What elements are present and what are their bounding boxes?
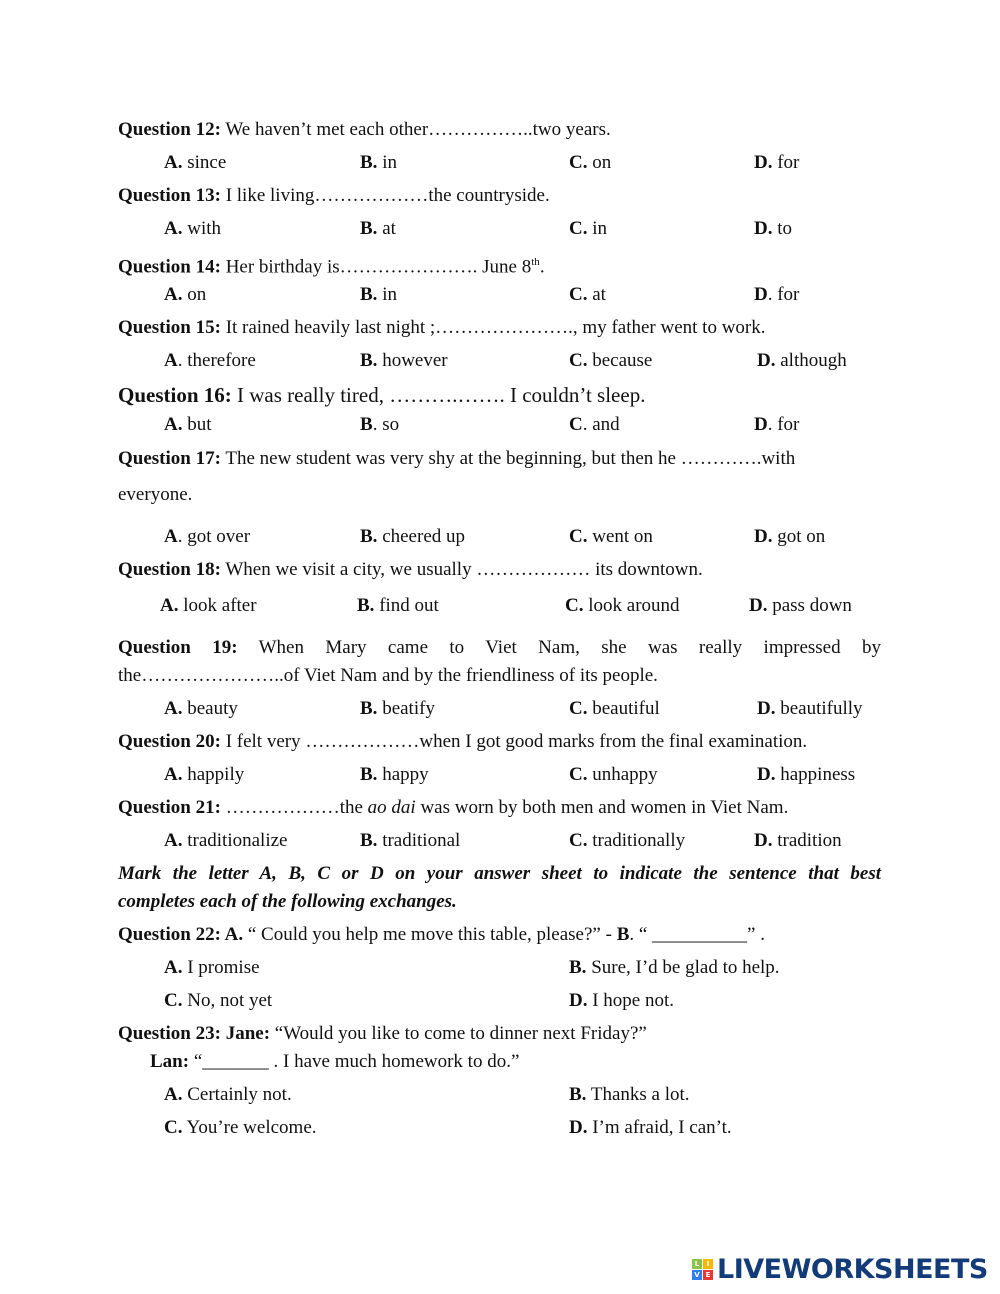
- answer-option[interactable]: [360, 526, 465, 548]
- option-text: however: [377, 350, 448, 371]
- option-letter: B.: [360, 152, 378, 173]
- question-label: Question 22:: [118, 924, 221, 945]
- option-letter: C.: [164, 1117, 183, 1138]
- answer-option[interactable]: [569, 284, 606, 306]
- option-text: since: [182, 152, 227, 173]
- question-text: Her birthday is…………………. June 8: [220, 256, 532, 278]
- answer-option[interactable]: [569, 218, 607, 240]
- question-label: Question 20:: [118, 731, 221, 752]
- option-text: to: [772, 218, 793, 239]
- option-text: . so: [372, 414, 400, 435]
- answer-option[interactable]: [164, 698, 238, 720]
- question-stem: [118, 1023, 647, 1045]
- instruction-text: completes each of the following exchanges.: [118, 891, 457, 912]
- question-text-end: . “ __________” .: [629, 924, 765, 945]
- question-text: When we visit a city, we usually ……………… its downtown.: [220, 559, 703, 580]
- option-letter: B.: [569, 957, 587, 978]
- superscript: th: [531, 256, 540, 268]
- option-text: . therefore: [177, 350, 256, 371]
- answer-option[interactable]: [164, 526, 250, 548]
- option-letter: B.: [360, 218, 378, 239]
- answer-option[interactable]: [569, 1117, 732, 1139]
- option-letter: A.: [164, 218, 183, 239]
- answer-option[interactable]: [569, 152, 611, 174]
- answer-option[interactable]: [164, 284, 206, 306]
- answer-option[interactable]: [569, 957, 780, 979]
- option-letter: B.: [360, 830, 378, 851]
- option-letter: C.: [569, 526, 588, 547]
- question-text: I like living………………the countryside.: [220, 185, 550, 206]
- option-letter: A.: [160, 595, 179, 616]
- answer-option[interactable]: [360, 414, 399, 436]
- option-text: . for: [767, 414, 800, 435]
- option-text: in: [377, 152, 397, 173]
- option-letter: C.: [569, 218, 588, 239]
- answer-option[interactable]: [569, 526, 653, 548]
- option-letter: D: [754, 284, 768, 305]
- option-letter: B.: [357, 595, 375, 616]
- option-letter: D.: [749, 595, 768, 616]
- question-text: I was really tired, ……….……. I couldn’t sleep.: [231, 383, 646, 407]
- logo-text: LIVEWORKSHEETS: [717, 1254, 988, 1285]
- option-text: beauty: [182, 698, 238, 719]
- option-letter: B.: [569, 1084, 587, 1105]
- question-stem: [118, 559, 703, 581]
- option-letter: D.: [757, 698, 776, 719]
- answer-option[interactable]: [164, 1117, 317, 1139]
- option-text: on: [182, 284, 207, 305]
- logo-tile: V: [692, 1270, 702, 1280]
- answer-option[interactable]: [757, 350, 847, 372]
- answer-option[interactable]: [754, 218, 792, 240]
- question-label: Question 23:: [118, 1023, 221, 1044]
- question-label: Question 19:: [118, 637, 238, 658]
- option-letter: A: [164, 526, 178, 547]
- question-stem: [118, 185, 550, 207]
- answer-option[interactable]: [160, 595, 257, 617]
- answer-option[interactable]: [754, 284, 799, 306]
- question-stem-continued: everyone.: [118, 484, 193, 505]
- option-text: beatify: [377, 698, 435, 719]
- dialogue-line: “_______ . I have much homework to do.”: [189, 1051, 520, 1072]
- question-stem: [118, 384, 645, 406]
- option-letter: D.: [754, 152, 773, 173]
- question-stem: [118, 119, 611, 141]
- option-letter: D.: [754, 526, 773, 547]
- question-stem: [118, 317, 766, 339]
- option-letter: A.: [164, 764, 183, 785]
- question-stem-continued: the…………………..of Viet Nam and by the friendliness of its people.: [118, 665, 658, 686]
- answer-option[interactable]: [569, 1084, 690, 1106]
- option-text: but: [182, 414, 212, 435]
- option-letter: C.: [569, 764, 588, 785]
- question-text: The new student was very shy at the beginning, but then he ………….with: [220, 448, 796, 469]
- answer-option[interactable]: [360, 698, 435, 720]
- option-letter: A.: [164, 830, 183, 851]
- option-text: look after: [178, 595, 257, 616]
- option-letter: C.: [569, 152, 588, 173]
- answer-option[interactable]: [749, 595, 852, 617]
- question-label: Question 21:: [118, 797, 221, 818]
- option-letter: D.: [757, 350, 776, 371]
- speaker-b: B: [616, 924, 630, 945]
- option-text: went on: [587, 526, 653, 547]
- option-text: traditionalize: [182, 830, 288, 851]
- answer-option[interactable]: [754, 830, 842, 852]
- answer-option[interactable]: [360, 764, 429, 786]
- answer-option[interactable]: [569, 764, 658, 786]
- instruction-text: Mark the letter A, B, C or D on your answer sheet to indicate the sentence that best: [118, 863, 881, 884]
- question-text: I felt very ………………when I got good marks from the final examination.: [220, 731, 808, 752]
- option-text: on: [587, 152, 612, 173]
- option-letter: D.: [754, 830, 773, 851]
- answer-option[interactable]: [360, 350, 448, 372]
- option-text: Thanks a lot.: [586, 1084, 690, 1105]
- option-letter: A: [164, 350, 178, 371]
- option-letter: D: [754, 414, 768, 435]
- answer-option[interactable]: [754, 526, 825, 548]
- question-label: Question 16:: [118, 383, 232, 407]
- question-label: Question 12:: [118, 119, 221, 140]
- option-text: at: [587, 284, 606, 305]
- answer-option[interactable]: [569, 350, 652, 372]
- question-stem: [118, 797, 788, 819]
- option-text: cheered up: [377, 526, 465, 547]
- answer-option[interactable]: [360, 152, 397, 174]
- option-letter: B.: [360, 764, 378, 785]
- option-text: No, not yet: [182, 990, 273, 1011]
- answer-option[interactable]: [164, 218, 221, 240]
- question-label: Question 13:: [118, 185, 221, 206]
- option-letter: D.: [569, 990, 588, 1011]
- option-text: tradition: [772, 830, 842, 851]
- dialogue-line: “Would you like to come to dinner next Friday?”: [270, 1023, 647, 1044]
- option-text: at: [377, 218, 396, 239]
- question-stem: [118, 251, 545, 278]
- option-text: unhappy: [587, 764, 658, 785]
- question-label: Question 17:: [118, 448, 221, 469]
- italic-term: ao dai: [367, 797, 416, 818]
- option-text: traditional: [377, 830, 461, 851]
- answer-option[interactable]: [754, 152, 799, 174]
- answer-option[interactable]: [757, 698, 863, 720]
- option-letter: B.: [360, 698, 378, 719]
- option-letter: B.: [360, 350, 378, 371]
- option-text: You’re welcome.: [182, 1117, 317, 1138]
- answer-option[interactable]: [164, 764, 244, 786]
- option-letter: D.: [757, 764, 776, 785]
- option-text: . for: [767, 284, 800, 305]
- option-letter: C.: [569, 698, 588, 719]
- logo-tile: L: [692, 1259, 702, 1269]
- option-text: . got over: [177, 526, 251, 547]
- option-letter: C.: [569, 830, 588, 851]
- option-text: although: [775, 350, 847, 371]
- option-text: with: [182, 218, 222, 239]
- option-text: happy: [377, 764, 429, 785]
- option-letter: D.: [754, 218, 773, 239]
- option-letter: A.: [164, 152, 183, 173]
- option-text: in: [377, 284, 397, 305]
- option-letter: C.: [164, 990, 183, 1011]
- option-letter: D.: [569, 1117, 588, 1138]
- option-text: got on: [772, 526, 826, 547]
- option-text: happily: [182, 764, 245, 785]
- logo-tile: E: [703, 1270, 713, 1280]
- answer-option[interactable]: [164, 830, 287, 852]
- option-text: look around: [583, 595, 680, 616]
- option-text: because: [587, 350, 653, 371]
- question-text-end: .: [539, 256, 545, 278]
- answer-option[interactable]: [754, 414, 799, 436]
- answer-option[interactable]: [569, 990, 674, 1012]
- speaker-jane: Jane:: [220, 1023, 271, 1044]
- question-text: It rained heavily last night ;…………………., my father went to work.: [220, 317, 766, 338]
- option-letter: A.: [164, 698, 183, 719]
- logo-tiles-icon: [692, 1259, 713, 1280]
- speaker-lan: Lan:: [150, 1051, 190, 1072]
- question-text: When Mary came to Viet Nam, she was really impressed by: [237, 637, 881, 658]
- option-letter: A.: [164, 284, 183, 305]
- question-stem: [118, 448, 795, 470]
- option-text: Certainly not.: [182, 1084, 292, 1105]
- question-label: Question 15:: [118, 317, 221, 338]
- answer-option[interactable]: [360, 284, 397, 306]
- liveworksheets-logo: [692, 1254, 988, 1285]
- option-letter: B.: [360, 284, 378, 305]
- option-text: happiness: [775, 764, 856, 785]
- question-stem: [118, 731, 807, 753]
- option-letter: B.: [360, 526, 378, 547]
- option-letter: C.: [565, 595, 584, 616]
- question-text: We haven’t met each other……………..two years.: [220, 119, 611, 140]
- question-label: Question 14:: [118, 256, 221, 278]
- answer-option[interactable]: [164, 957, 260, 979]
- answer-option[interactable]: [164, 152, 226, 174]
- option-letter: A.: [164, 1084, 183, 1105]
- option-letter: C.: [569, 350, 588, 371]
- answer-option[interactable]: [565, 595, 680, 617]
- answer-option[interactable]: [757, 764, 855, 786]
- option-text: in: [587, 218, 608, 239]
- question-label: Question 18:: [118, 559, 221, 580]
- question-text-end: was worn by both men and women in Viet Nam.: [415, 797, 789, 818]
- question-stem: [118, 924, 765, 946]
- answer-option[interactable]: [164, 414, 212, 436]
- question-text: “ Could you help me move this table, please?” -: [243, 924, 617, 945]
- answer-option[interactable]: [360, 218, 396, 240]
- option-text: traditionally: [587, 830, 686, 851]
- option-letter: C: [569, 414, 583, 435]
- option-letter: A.: [164, 414, 183, 435]
- answer-option[interactable]: [569, 698, 660, 720]
- option-text: Sure, I’d be glad to help.: [586, 957, 780, 978]
- question-stem: [118, 637, 881, 659]
- option-letter: C.: [569, 284, 588, 305]
- answer-option[interactable]: [164, 990, 272, 1012]
- option-text: . and: [582, 414, 620, 435]
- option-text: I’m afraid, I can’t.: [587, 1117, 732, 1138]
- answer-option[interactable]: [164, 1084, 292, 1106]
- answer-option[interactable]: [360, 830, 460, 852]
- option-text: pass down: [767, 595, 852, 616]
- option-text: for: [772, 152, 800, 173]
- question-text: ………………the: [220, 797, 368, 818]
- option-text: I hope not.: [587, 990, 675, 1011]
- option-letter: B: [360, 414, 373, 435]
- option-letter: A.: [164, 957, 183, 978]
- answer-option[interactable]: [164, 350, 256, 372]
- answer-option[interactable]: [569, 414, 620, 436]
- option-text: beautifully: [775, 698, 863, 719]
- option-text: I promise: [182, 957, 260, 978]
- answer-option[interactable]: [357, 595, 439, 617]
- speaker-a: A.: [220, 924, 244, 945]
- answer-option[interactable]: [569, 830, 685, 852]
- option-text: beautiful: [587, 698, 660, 719]
- dialogue-reply: [150, 1051, 519, 1073]
- option-text: find out: [374, 595, 439, 616]
- logo-tile: I: [703, 1259, 713, 1269]
